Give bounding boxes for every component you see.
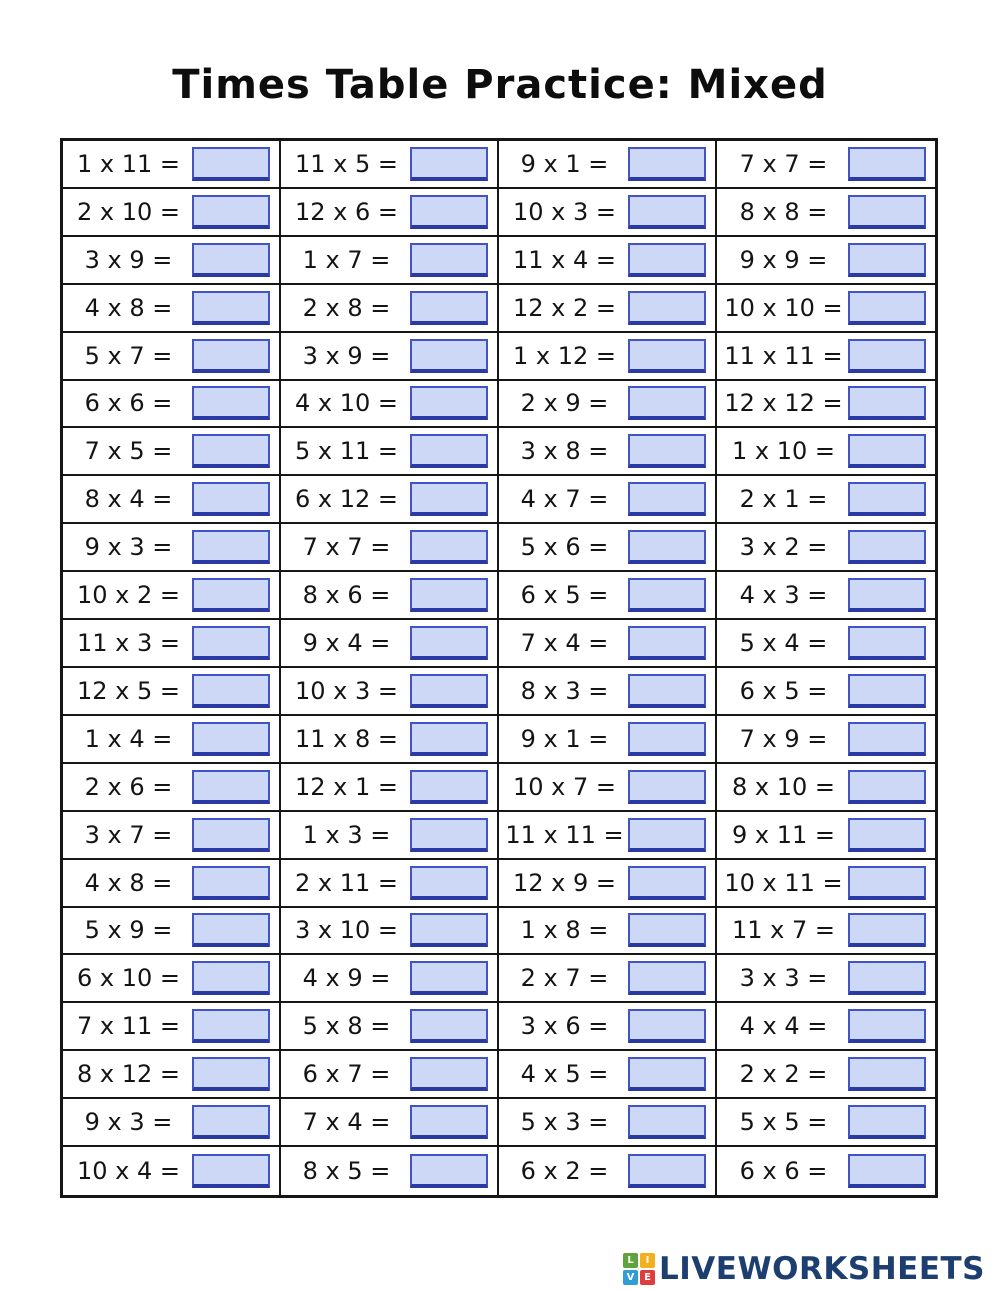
answer-input[interactable] [192,530,270,564]
problem-cell [281,189,499,237]
answer-input[interactable] [192,1154,270,1188]
problem-label: 9 x 4 = [302,629,391,658]
answer-input[interactable] [410,434,488,468]
answer-input[interactable] [628,961,706,995]
problem-cell [63,333,281,381]
answer-input[interactable] [410,674,488,708]
problem-cell [63,812,281,860]
problem-cell [499,668,717,716]
problems-table [60,138,938,1198]
problem-label: 11 x 11 = [505,820,624,849]
answer-input[interactable] [848,1105,926,1139]
answer-input[interactable] [848,243,926,277]
problem-label: 12 x 9 = [512,868,616,897]
answer-input[interactable] [848,770,926,804]
problem-label: 4 x 10 = [294,389,398,418]
answer-input[interactable] [410,578,488,612]
answer-input[interactable] [628,195,706,229]
problem-label: 11 x 8 = [294,724,398,753]
problem-label: 5 x 11 = [294,437,398,466]
problem-label: 5 x 5 = [739,1108,828,1137]
problem-label: 8 x 3 = [520,676,609,705]
problem-cell [499,141,717,189]
answer-input[interactable] [410,243,488,277]
answer-input[interactable] [628,339,706,373]
answer-input[interactable] [192,961,270,995]
answer-input[interactable] [628,913,706,947]
problem-cell [717,860,935,908]
problem-cell [717,1051,935,1099]
problem-cell [281,908,499,956]
answer-input[interactable] [848,722,926,756]
answer-input[interactable] [192,722,270,756]
answer-input[interactable] [848,674,926,708]
problem-label: 12 x 12 = [724,389,843,418]
problem-cell [499,189,717,237]
problem-cell [717,141,935,189]
problem-label: 10 x 11 = [724,868,843,897]
problem-cell [717,428,935,476]
problem-cell [499,572,717,620]
problem-cell [499,428,717,476]
problem-label: 1 x 4 = [84,724,173,753]
problem-label: 7 x 11 = [76,1012,180,1041]
answer-input[interactable] [628,866,706,900]
problem-cell [281,1099,499,1147]
answer-input[interactable] [848,291,926,325]
answer-input[interactable] [628,291,706,325]
problem-cell [63,668,281,716]
answer-input[interactable] [410,291,488,325]
answer-input[interactable] [628,243,706,277]
answer-input[interactable] [848,626,926,660]
answer-input[interactable] [848,530,926,564]
problem-cell [717,716,935,764]
problem-label: 4 x 5 = [520,1060,609,1089]
answer-input[interactable] [848,195,926,229]
problem-label: 8 x 4 = [84,485,173,514]
answer-input[interactable] [628,530,706,564]
problem-label: 7 x 5 = [84,437,173,466]
problem-cell [499,1051,717,1099]
answer-input[interactable] [192,291,270,325]
problem-label: 2 x 10 = [76,197,180,226]
answer-input[interactable] [848,1154,926,1188]
problem-cell [499,1003,717,1051]
problem-label: 9 x 9 = [739,245,828,274]
answer-input[interactable] [628,386,706,420]
problem-cell [63,524,281,572]
problem-cell [63,1099,281,1147]
problem-cell [717,764,935,812]
answer-input[interactable] [410,195,488,229]
answer-input[interactable] [628,482,706,516]
problem-label: 12 x 5 = [76,676,180,705]
problem-cell [63,572,281,620]
problem-cell [717,620,935,668]
problem-label: 9 x 3 = [84,1108,173,1137]
answer-input[interactable] [848,434,926,468]
problem-label: 6 x 12 = [294,485,398,514]
problem-cell [717,381,935,429]
problem-cell [717,668,935,716]
problem-cell [281,668,499,716]
problem-cell [717,189,935,237]
problem-label: 10 x 10 = [724,293,843,322]
answer-input[interactable] [848,1057,926,1091]
answer-input[interactable] [192,339,270,373]
problem-label: 11 x 7 = [731,916,835,945]
problem-label: 10 x 2 = [76,581,180,610]
problem-cell [717,524,935,572]
problem-label: 6 x 6 = [84,389,173,418]
answer-input[interactable] [410,1009,488,1043]
logo-square-l: L [623,1253,638,1268]
logo-square-e: E [640,1270,655,1285]
problem-cell [499,812,717,860]
answer-input[interactable] [192,434,270,468]
answer-input[interactable] [628,1009,706,1043]
problem-cell [63,141,281,189]
problem-label: 10 x 3 = [512,197,616,226]
problem-label: 2 x 6 = [84,772,173,801]
answer-input[interactable] [410,722,488,756]
liveworksheets-logo-text: LIVEWORKSHEETS [659,1251,985,1287]
problem-label: 9 x 1 = [520,149,609,178]
problem-cell [281,428,499,476]
problem-cell [717,1147,935,1195]
problem-label: 3 x 9 = [84,245,173,274]
problem-label: 8 x 6 = [302,581,391,610]
problem-label: 6 x 5 = [520,581,609,610]
answer-input[interactable] [628,578,706,612]
problem-cell [499,716,717,764]
answer-input[interactable] [192,243,270,277]
problem-cell [499,524,717,572]
problem-cell [499,764,717,812]
answer-input[interactable] [848,961,926,995]
problem-cell [281,333,499,381]
answer-input[interactable] [848,386,926,420]
problem-cell [63,908,281,956]
problem-cell [281,476,499,524]
problem-label: 6 x 5 = [739,676,828,705]
problem-label: 5 x 6 = [520,533,609,562]
answer-input[interactable] [628,626,706,660]
problem-cell [281,716,499,764]
problem-label: 10 x 7 = [512,772,616,801]
answer-input[interactable] [410,818,488,852]
answer-input[interactable] [192,482,270,516]
answer-input[interactable] [848,339,926,373]
problem-label: 1 x 10 = [731,437,835,466]
problem-label: 12 x 2 = [512,293,616,322]
problem-cell [717,572,935,620]
answer-input[interactable] [848,147,926,181]
answer-input[interactable] [628,722,706,756]
answer-input[interactable] [192,195,270,229]
answer-input[interactable] [848,482,926,516]
problem-cell [63,955,281,1003]
problem-cell [281,1051,499,1099]
answer-input[interactable] [410,147,488,181]
problem-label: 3 x 3 = [739,964,828,993]
problem-cell [499,333,717,381]
answer-input[interactable] [192,1105,270,1139]
problem-label: 9 x 11 = [731,820,835,849]
problem-label: 7 x 7 = [302,533,391,562]
problem-label: 9 x 1 = [520,724,609,753]
problem-cell [717,1003,935,1051]
problem-cell [63,381,281,429]
problem-label: 1 x 11 = [76,149,180,178]
problem-cell [281,1147,499,1195]
problem-cell [281,620,499,668]
problem-cell [499,955,717,1003]
problem-cell [281,572,499,620]
problem-label: 4 x 3 = [739,581,828,610]
answer-input[interactable] [410,866,488,900]
problem-label: 2 x 1 = [739,485,828,514]
problem-label: 10 x 4 = [76,1157,180,1186]
problem-cell [499,285,717,333]
answer-input[interactable] [628,434,706,468]
problem-label: 3 x 9 = [302,341,391,370]
answer-input[interactable] [192,147,270,181]
problem-cell [63,285,281,333]
answer-input[interactable] [410,482,488,516]
answer-input[interactable] [410,770,488,804]
problem-cell [63,620,281,668]
answer-input[interactable] [410,530,488,564]
problem-cell [63,189,281,237]
liveworksheets-logo-icon [623,1253,655,1285]
problem-cell [281,1003,499,1051]
problem-cell [717,955,935,1003]
problem-label: 3 x 2 = [739,533,828,562]
problem-label: 5 x 9 = [84,916,173,945]
problem-label: 9 x 3 = [84,533,173,562]
problem-cell [717,285,935,333]
problem-label: 2 x 9 = [520,389,609,418]
page-title: Times Table Practice: Mixed [172,62,828,108]
problem-label: 7 x 4 = [520,629,609,658]
answer-input[interactable] [410,626,488,660]
problem-label: 5 x 4 = [739,629,828,658]
problem-cell [281,237,499,285]
answer-input[interactable] [628,770,706,804]
answer-input[interactable] [628,1154,706,1188]
problem-label: 5 x 7 = [84,341,173,370]
problem-cell [499,908,717,956]
answer-input[interactable] [628,1057,706,1091]
problem-label: 7 x 9 = [739,724,828,753]
problem-label: 2 x 7 = [520,964,609,993]
problem-cell [281,381,499,429]
logo-square-v: V [623,1270,638,1285]
problem-label: 1 x 8 = [520,916,609,945]
problem-label: 12 x 1 = [294,772,398,801]
problem-label: 8 x 12 = [76,1060,180,1089]
problem-label: 8 x 10 = [731,772,835,801]
answer-input[interactable] [848,866,926,900]
problem-cell [63,1003,281,1051]
problem-cell [63,476,281,524]
answer-input[interactable] [192,770,270,804]
problem-label: 5 x 8 = [302,1012,391,1041]
answer-input[interactable] [192,626,270,660]
answer-input[interactable] [628,1105,706,1139]
problem-label: 4 x 8 = [84,868,173,897]
answer-input[interactable] [410,339,488,373]
problem-label: 6 x 10 = [76,964,180,993]
problem-label: 6 x 7 = [302,1060,391,1089]
answer-input[interactable] [628,147,706,181]
problem-cell [63,237,281,285]
problem-label: 3 x 10 = [294,916,398,945]
answer-input[interactable] [192,1009,270,1043]
answer-input[interactable] [192,578,270,612]
answer-input[interactable] [410,1154,488,1188]
answer-input[interactable] [628,818,706,852]
answer-input[interactable] [848,1009,926,1043]
problem-label: 6 x 6 = [739,1157,828,1186]
problem-cell [499,476,717,524]
problem-cell [717,812,935,860]
problem-label: 8 x 8 = [739,197,828,226]
problem-label: 7 x 7 = [739,149,828,178]
problem-label: 11 x 4 = [512,245,616,274]
answer-input[interactable] [192,866,270,900]
problem-cell [281,141,499,189]
problem-label: 11 x 3 = [76,629,180,658]
answer-input[interactable] [410,961,488,995]
problem-cell [63,1147,281,1195]
problem-cell [499,1147,717,1195]
problem-cell [717,1099,935,1147]
answer-input[interactable] [192,913,270,947]
problem-label: 1 x 12 = [512,341,616,370]
problem-label: 12 x 6 = [294,197,398,226]
liveworksheets-logo [623,1251,985,1287]
problem-label: 11 x 11 = [724,341,843,370]
problem-cell [717,333,935,381]
problem-label: 7 x 4 = [302,1108,391,1137]
problem-cell [499,860,717,908]
problem-label: 3 x 8 = [520,437,609,466]
problem-cell [499,620,717,668]
problem-label: 6 x 2 = [520,1157,609,1186]
problem-label: 10 x 3 = [294,676,398,705]
problem-cell [281,764,499,812]
answer-input[interactable] [628,674,706,708]
problem-cell [63,1051,281,1099]
problem-label: 2 x 11 = [294,868,398,897]
answer-input[interactable] [192,1057,270,1091]
problem-cell [499,1099,717,1147]
problem-cell [717,476,935,524]
problem-cell [63,764,281,812]
problem-label: 2 x 8 = [302,293,391,322]
problem-label: 3 x 6 = [520,1012,609,1041]
problem-label: 4 x 7 = [520,485,609,514]
answer-input[interactable] [410,1057,488,1091]
problem-cell [63,716,281,764]
problem-cell [63,428,281,476]
answer-input[interactable] [192,386,270,420]
problem-label: 4 x 4 = [739,1012,828,1041]
problem-cell [281,285,499,333]
answer-input[interactable] [192,674,270,708]
problem-cell [499,381,717,429]
problem-label: 3 x 7 = [84,820,173,849]
problem-label: 2 x 2 = [739,1060,828,1089]
answer-input[interactable] [410,1105,488,1139]
answer-input[interactable] [410,913,488,947]
answer-input[interactable] [192,818,270,852]
answer-input[interactable] [848,913,926,947]
problem-label: 1 x 3 = [302,820,391,849]
problem-cell [717,237,935,285]
problem-label: 11 x 5 = [294,149,398,178]
logo-square-i: I [640,1253,655,1268]
problem-label: 8 x 5 = [302,1157,391,1186]
problem-cell [281,812,499,860]
problem-cell [281,524,499,572]
problem-label: 4 x 8 = [84,293,173,322]
answer-input[interactable] [848,818,926,852]
answer-input[interactable] [848,578,926,612]
answer-input[interactable] [410,386,488,420]
problem-cell [717,908,935,956]
problem-cell [281,955,499,1003]
problem-cell [281,860,499,908]
problem-label: 1 x 7 = [302,245,391,274]
problem-cell [63,860,281,908]
problem-label: 4 x 9 = [302,964,391,993]
problem-label: 5 x 3 = [520,1108,609,1137]
problem-cell [499,237,717,285]
